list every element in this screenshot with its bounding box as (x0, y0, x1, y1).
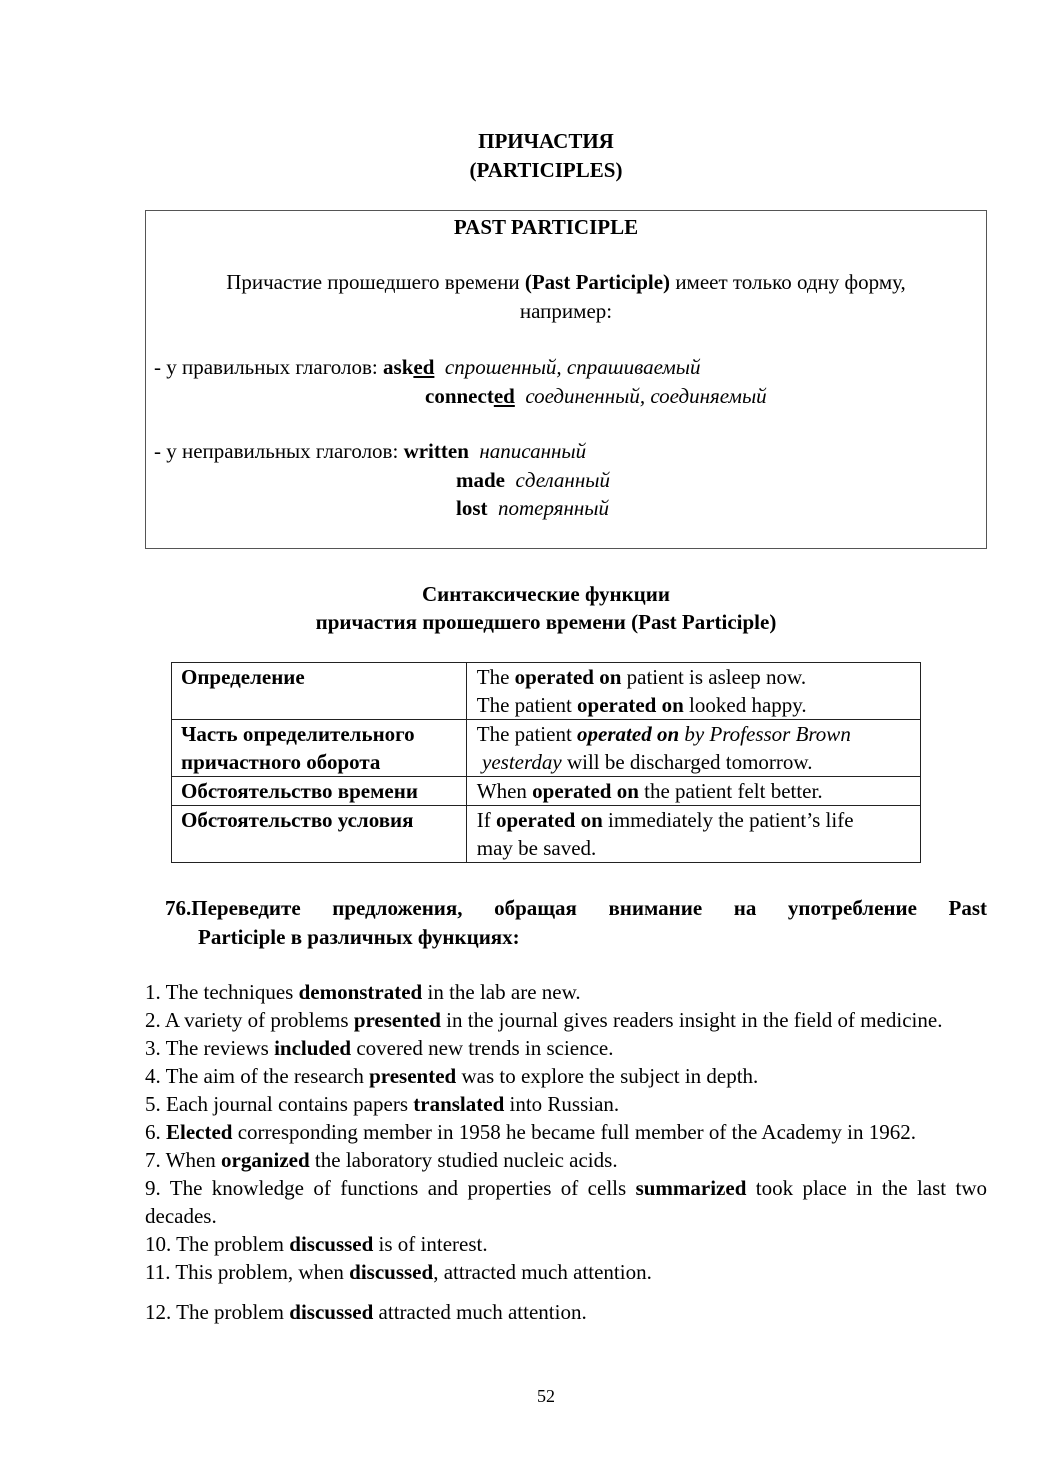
list-item: 10. The problem discussed is of interest. (145, 1232, 488, 1256)
functions-table (171, 662, 921, 863)
example-cell: The operated on patient is asleep now. The patient operated on looked happy. (466, 663, 920, 720)
list-item: 4. The aim of the research presented was to explore the subject in depth. (145, 1064, 759, 1088)
list-item: 11. This problem, when discussed, attracted much attention. (145, 1260, 652, 1284)
page-subtitle: (PARTICIPLES) (469, 158, 623, 182)
function-cell: Обстоятельство времени (172, 777, 467, 806)
exercise-list (145, 978, 987, 1326)
list-item: 9. The knowledge of functions and properties of cells summarized took place in the last two decades. (145, 1176, 987, 1228)
list-item: 6. Elected corresponding member in 1958 he became full member of the Academy in 1962. (145, 1120, 916, 1144)
list-item: 2. A variety of problems presented in the journal gives readers insight in the field of medicine. (145, 1008, 943, 1032)
list-item: 3. The reviews included covered new trends in science. (145, 1036, 614, 1060)
functions-heading-1: Синтаксические функции (422, 582, 670, 606)
exercise-heading: 76.Переведите предложения, обращая внимание на употребление Past Participle в различных функциях: (165, 896, 987, 949)
function-cell: Часть определительного причастного оборота (172, 720, 467, 777)
function-cell: Обстоятельство условия (172, 806, 467, 863)
functions-heading-2: причастия прошедшего времени (Past Participle) (315, 610, 777, 634)
regular-verbs-row-2: connected соединенный, соединяемый (425, 384, 767, 408)
table-row (172, 777, 921, 806)
example-cell: When operated on the patient felt better. (466, 777, 920, 806)
box-heading: PAST PARTICIPLE (453, 215, 639, 239)
example-cell: If operated on immediately the patient’s life may be saved. (466, 806, 920, 863)
table-row (172, 663, 921, 720)
list-item: 1. The techniques demonstrated in the lab are new. (145, 980, 581, 1004)
box-intro: Причастие прошедшего времени (Past Participle) имеет только одну форму, например: (226, 270, 906, 323)
function-cell: Определение (172, 663, 467, 720)
example-cell: The patient operated on by Professor Brown yesterday will be discharged tomorrow. (466, 720, 920, 777)
list-item: 5. Each journal contains papers translated into Russian. (145, 1092, 620, 1116)
list-item: 12. The problem discussed attracted much attention. (145, 1300, 587, 1324)
irregular-verbs-row-3: lost потерянный (456, 496, 610, 520)
page-number: 52 (537, 1386, 555, 1406)
table-row (172, 806, 921, 863)
regular-verbs-row-1: - у правильных глаголов: asked спрошенный, спрашиваемый (154, 355, 701, 379)
irregular-verbs-row-1: - у неправильных глаголов: written написанный (154, 439, 587, 463)
table-row (172, 720, 921, 777)
irregular-verbs-row-2: made сделанный (456, 468, 610, 492)
list-item: 7. When organized the laboratory studied nucleic acids. (145, 1148, 618, 1172)
page-title: ПРИЧАСТИЯ (478, 129, 614, 153)
